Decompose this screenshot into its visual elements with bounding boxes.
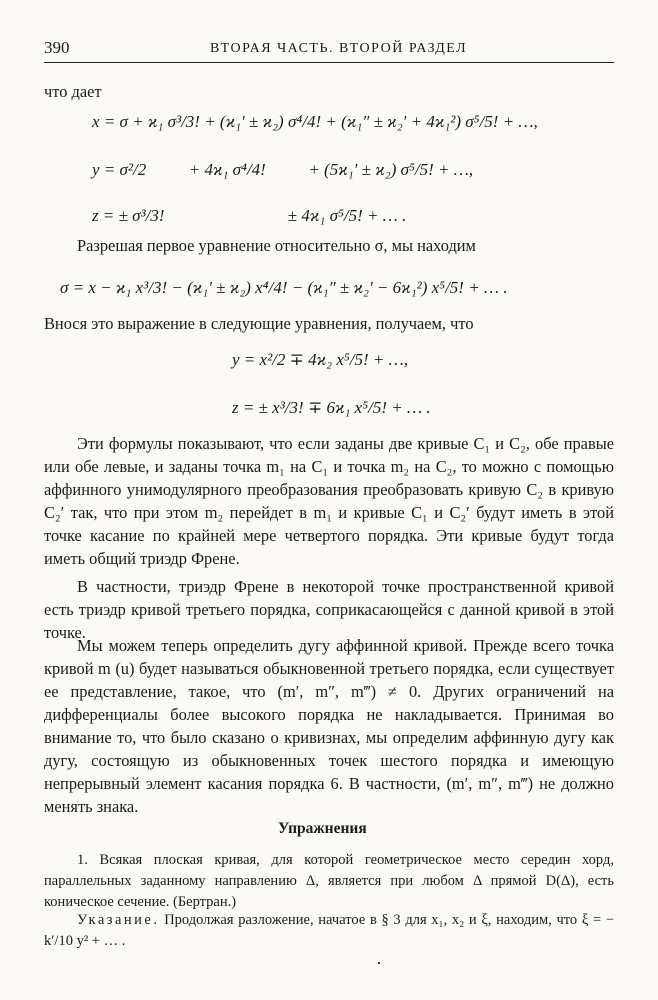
equation-y: y = σ²/2 + 4ϰ₁ σ⁴/4! + (5ϰ₁′ ± ϰ₂) σ⁵/5! + …, [92, 160, 474, 179]
equation-z2: z = ± x³/3! ∓ 6ϰ₁ x⁵/5! + … . [232, 398, 431, 417]
paragraph-affine-arc: Мы можем теперь определить дугу аффинной кривой. Прежде всего точка кривой m (u) будет называться обыкновенной третьего порядка, если существует ее представление, такое, что (m′, m″, m‴) ≠ 0. Других ограничений на дифференциалы более высокого порядка не накладывается. Принимая во внимание то, что было сказано о кривизнах, мы определим аффинную дугу как дугу, состоящую из обыкновенных точек шестого порядка и имеющую непрерывный элемент касания порядка 6. В частности, (m′, m″, m‴) не должно менять знака. [44, 636, 614, 816]
substitute-text: Внося это выражение в следующие уравнения, получаем, что [44, 314, 474, 333]
running-title: ВТОРАЯ ЧАСТЬ. ВТОРОЙ РАЗДЕЛ [210, 41, 468, 56]
equation-x: x = σ + ϰ₁ σ³/3! + (ϰ₁′ ± ϰ₂) σ⁴/4! + (ϰ₁″ ± ϰ₂′ + 4ϰ₁²) σ⁵/5! + …, [92, 112, 538, 131]
header-rule [44, 62, 614, 63]
hint-label: Указание. [77, 912, 160, 928]
exercise-hint [44, 910, 614, 952]
exercise-1: 1. Всякая плоская кривая, для которой геометрическое место середин хорд, параллельных заданному направлению Δ, является при любом Δ прямой D(Δ), есть коническое сечение. (Бертран.) [44, 852, 614, 910]
paragraph-frenet-trihedral: В частности, триэдр Френе в некоторой точке пространственной кривой есть триэдр кривой третьего порядка, соприкасающейся с данной кривой в этой точке. [44, 577, 614, 642]
hint-text: Продолжая разложение, начатое в § 3 для x₁, x₂ и ξ, находим, что ξ = − k′/10 y² + … . [44, 912, 615, 949]
intro-text: что дает [44, 82, 102, 101]
equation-y2: y = x²/2 ∓ 4ϰ₂ x⁵/5! + …, [232, 350, 409, 369]
resolve-text: Разрешая первое уравнение относительно σ, мы находим [77, 236, 476, 255]
page-number: 390 [44, 38, 70, 57]
paragraph-frenet-formulas: Эти формулы показывают, что если заданы две кривые C₁ и C₂, обе правые или обе левые, и заданы точка m₁ на C₁ и точка m₂ на C₂, то можно с помощью аффинного унимодулярного преобразования преобразовать кривую C₂ в кривую C₂′ так, что при этом m₂ перейдет в m₁ и кривые C₁ и C₂′ будут иметь в этой точке касание по крайней мере четвертого порядка. Эти кривые будут тогда иметь общий триэдр Френе. [44, 434, 614, 568]
print-speck [378, 962, 380, 964]
exercises-heading: Упражнения [278, 820, 367, 837]
sigma-equation: σ = x − ϰ₁ x³/3! − (ϰ₁′ ± ϰ₂) x⁴/4! − (ϰ₁″ ± ϰ₂′ − 6ϰ₁²) x⁵/5! + … . [60, 278, 508, 297]
equation-z: z = ± σ³/3! ± 4ϰ₁ σ⁵/5! + … . [92, 206, 407, 225]
